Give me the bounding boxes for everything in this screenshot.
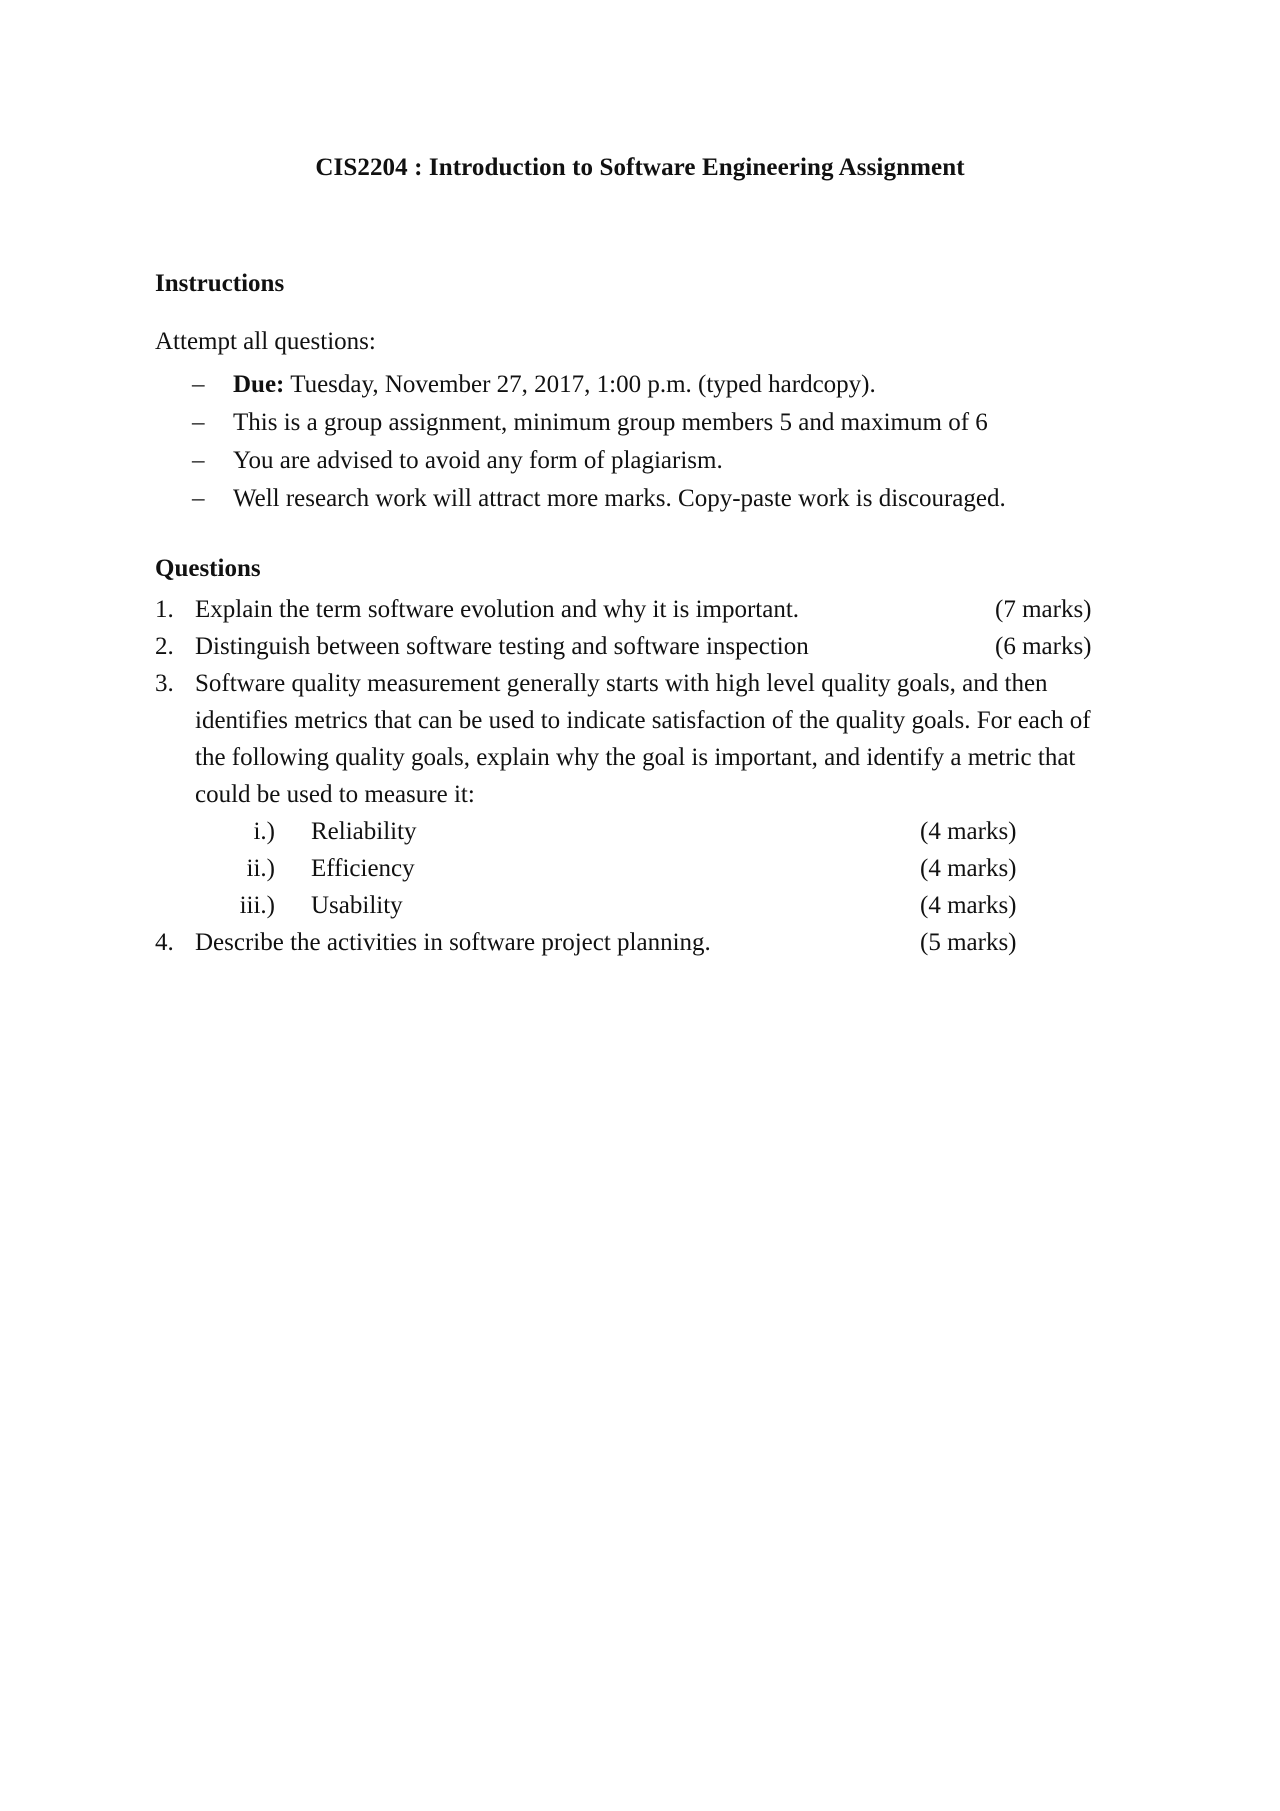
instruction-text: Tuesday, November 27, 2017, 1:00 p.m. (typed hardcopy). — [284, 371, 876, 398]
instruction-item — [192, 480, 1152, 518]
instruction-text: This is a group assignment, minimum group members 5 and maximum of 6 — [233, 409, 988, 436]
sub-question — [155, 813, 1115, 850]
dash-bullet: – — [192, 447, 205, 474]
dash-bullet: – — [192, 371, 205, 398]
instruction-item — [192, 404, 1152, 442]
dash-bullet: – — [192, 485, 205, 512]
instruction-text: You are advised to avoid any form of plagiarism. — [233, 447, 723, 474]
sub-question-text: Reliability — [311, 818, 417, 845]
question-2 — [155, 628, 1115, 665]
instructions-heading: Instructions — [155, 270, 285, 297]
question-number: 1. — [155, 596, 174, 623]
question-text: Software quality measurement generally starts with high level quality goals, and then identifies metrics that can be used to indicate satisfaction of the quality goals. For each of the following quality goals, explain why the goal is important, and identify a metric that could be used to measure it: — [195, 670, 1091, 808]
question-text: Distinguish between software testing and software inspection — [195, 633, 809, 660]
question-3 — [155, 665, 1115, 813]
question-text: Describe the activities in software project planning. — [195, 929, 711, 956]
question-number: 3. — [155, 670, 174, 697]
question-number: 4. — [155, 929, 174, 956]
question-text: Explain the term software evolution and why it is important. — [195, 596, 800, 623]
instructions-list — [192, 366, 1152, 518]
sub-question-marks: (4 marks) — [920, 855, 1017, 882]
sub-question-number: i.) — [253, 818, 275, 845]
instructions-intro: Attempt all questions: — [155, 328, 376, 355]
due-label: Due: — [233, 371, 285, 398]
question-marks: (5 marks) — [920, 929, 1017, 956]
questions-list — [155, 591, 1115, 961]
sub-question-number: iii.) — [239, 892, 275, 919]
sub-question-marks: (4 marks) — [920, 818, 1017, 845]
dash-bullet: – — [192, 409, 205, 436]
sub-question-number: ii.) — [246, 855, 275, 882]
question-number: 2. — [155, 633, 174, 660]
question-marks: (7 marks) — [995, 596, 1092, 623]
instruction-item — [192, 442, 1152, 480]
sub-question-text: Efficiency — [311, 855, 415, 882]
questions-heading: Questions — [155, 555, 261, 582]
question-marks: (6 marks) — [995, 633, 1092, 660]
question-1 — [155, 591, 1115, 628]
instruction-item — [192, 366, 1152, 404]
question-4 — [155, 924, 1115, 961]
page-title: CIS2204 : Introduction to Software Engineering Assignment — [315, 154, 965, 181]
sub-question-marks: (4 marks) — [920, 892, 1017, 919]
sub-question — [155, 850, 1115, 887]
instruction-text: Well research work will attract more marks. Copy-paste work is discouraged. — [233, 485, 1006, 512]
sub-question — [155, 887, 1115, 924]
sub-question-text: Usability — [311, 892, 403, 919]
